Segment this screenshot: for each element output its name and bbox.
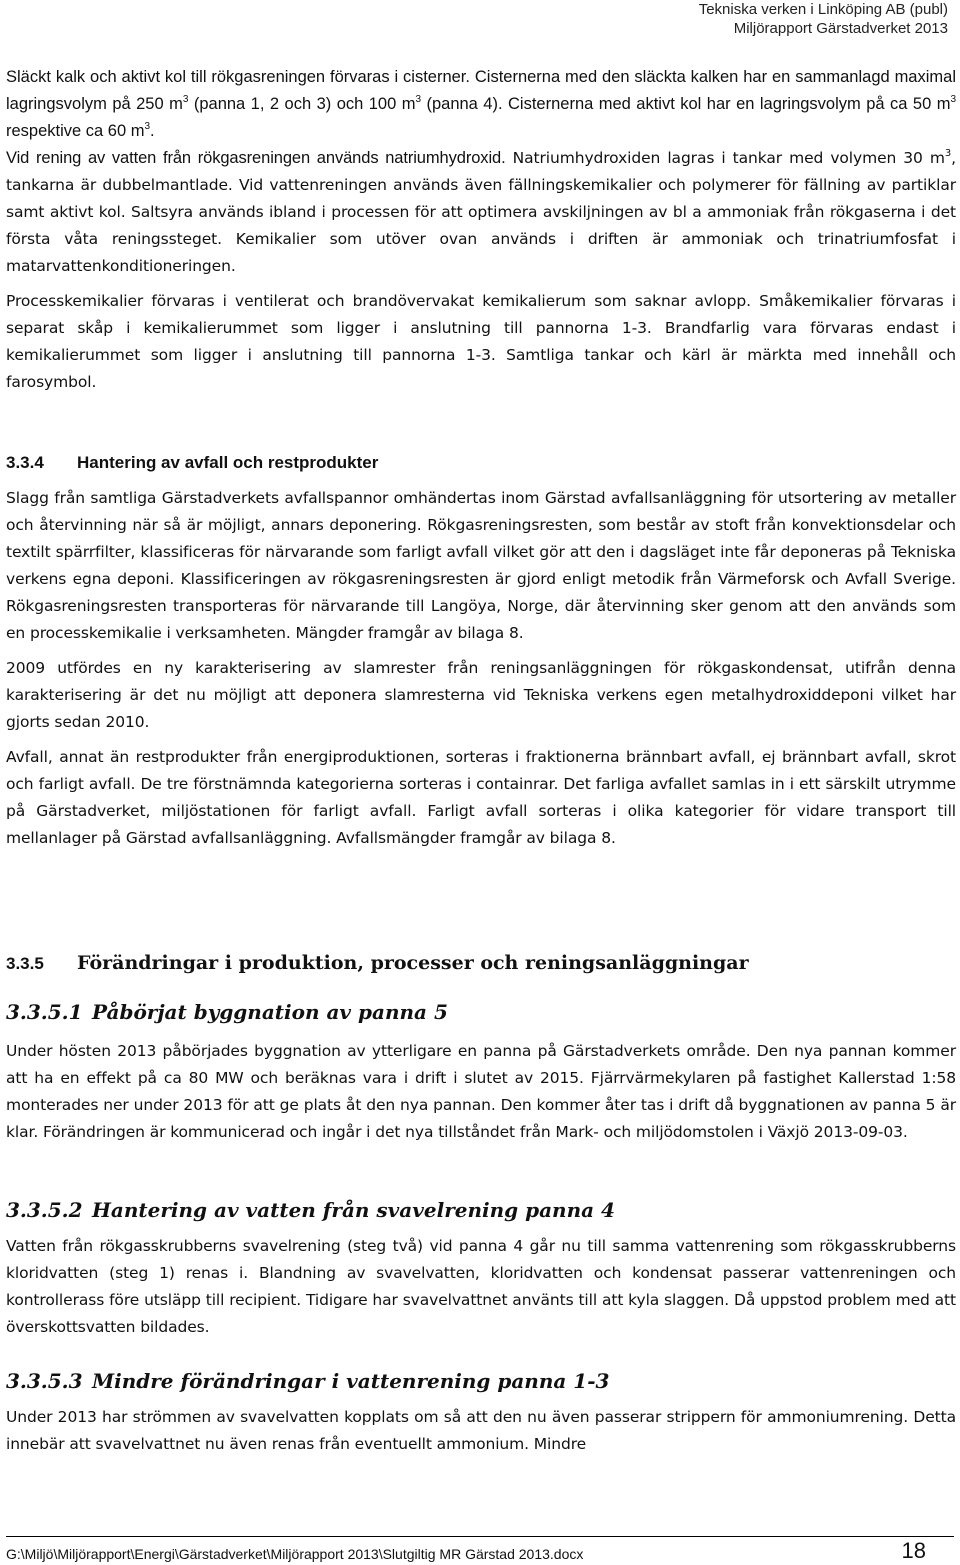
paragraph-panna-5: Under hösten 2013 påbörjades byggnation av ytterligare en panna på Gärstadverkets område. Den nya pannan kommer att ha en effekt på ca 80 MW och beräknas vara i drift i slutet av 2015. Fjärrvärmekylaren på fastighet Kallerstad 1:58 monterades ner under 2013 för att ge plats åt den nya pannan. Den kommer åter tas i drift då byggnationen av panna 5 är klar. Förändringen är kommunicerad och ingår i det nya tillståndet från Mark- och miljödomstolen i Växjö 2013-09-03. [6, 1042, 956, 1141]
section-3-3-4-body [6, 485, 956, 852]
section-3-3-5-2-body [6, 1233, 956, 1341]
section-heading: 3.3.5 Förändringar i produktion, processer och reningsanläggningar [6, 952, 749, 974]
subsection-heading: 3.3.5.3 Mindre förändringar i vattenrening panna 1-3 [6, 1369, 610, 1393]
section-3-3-5-3 [6, 1367, 956, 1395]
section-3-3-5-1 [6, 998, 956, 1026]
section-3-3-5-2 [6, 1196, 956, 1224]
paragraph-sulfur-water: Vatten från rökgasskrubberns svavelrening (steg två) vid panna 4 går nu till samma vattenrening som rökgasskrubberns kloridvatten (steg 1) renas i. Blandning av svavelvatten, kloridvatten och kondensat passerar vattenreningen och kontrollerass före utsläpp till recipient. Tidigare har svavelvattnet använts till att kyla slaggen. Då uppstod problem med att överskottsvatten bildades. [6, 1237, 956, 1336]
footer-divider [6, 1536, 954, 1537]
header-report: Miljörapport Gärstadverket 2013 [733, 20, 948, 37]
paragraph-2009: 2009 utfördes en ny karakterisering av slamrester från reningsanläggningen för rökgaskondensat, utifrån denna karakterisering är det nu möjligt att deponera slamresterna vid Tekniska verkens egen metalhydroxiddeponi vilket har gjorts sedan 2010. [6, 659, 956, 731]
chemicals-section [6, 64, 956, 396]
page-header [699, 0, 948, 38]
section-3-3-4 [6, 451, 956, 475]
paragraph-slag: Slagg från samtliga Gärstadverkets avfallspannor omhändertas inom Gärstad avfallsanläggning för utsortering av metaller och återvinning när så är möjligt, annars deponering. Rökgasreningsresten, som består av stoft från konvektionsdelar och textilt spärrfilter, klassificeras för närvarande som farligt avfall vilket gör att den i dagsläget inte får deponeras på Tekniska verkens egna deponi. Klassificeringen av rökgasreningsresten är gjord enligt metodik från Värmeforsk och Avfall Sverige. Rökgasreningsresten transporteras för närvarande till Langöya, Norge, där återvinning sker genom att den används som en processkemikalie i verksamheten. Mängder framgår av bilaga 8. [6, 489, 956, 642]
subsection-heading: 3.3.5.2 Hantering av vatten från svavelrening panna 4 [6, 1198, 615, 1222]
page-number: 18 [901, 1538, 926, 1563]
paragraph-ammonium: Under 2013 har strömmen av svavelvatten kopplats om så att den nu även passerar strippern för ammoniumrening. Detta innebär att svavelvattnet nu även renas från eventuellt ammonium. Mindre [6, 1408, 956, 1453]
section-3-3-5-3-body [6, 1404, 956, 1458]
section-3-3-5 [6, 950, 956, 977]
subsection-heading: 3.3.5.1 Påbörjat byggnation av panna 5 [6, 1000, 448, 1024]
section-3-3-5-1-body [6, 1038, 956, 1146]
header-company: Tekniska verken i Linköping AB (publ) [698, 1, 948, 18]
section-heading: 3.3.4 Hantering av avfall och restprodukter [6, 453, 379, 472]
paragraph-process-chemicals: Processkemikalier förvaras i ventilerat och brandövervakat kemikalierum som saknar avlopp. Småkemikalier förvaras i separat skåp i kemikalierummet som ligger i anslutning till pannorna 1-3. Brandfarlig vara förvaras endast i kemikalierummet som ligger i anslutning till pannorna 1-3. Samtliga tankar och kärl är märkta med innehåll och farosymbol. [6, 292, 956, 391]
footer-file-path: G:\Miljö\Miljörapport\Energi\Gärstadverket\Miljörapport 2013\Slutgiltig MR Gärstad 2013.docx [6, 1546, 584, 1562]
paragraph-water-treatment: Vid rening av vatten från rökgasreningen används natriumhydroxid. Natriumhydroxiden lagras i tankar med volymen 30 $m^3$, tankarna är dubbelmantlade. Vid vattenreningen används även fällningskemikalier och polymerer för fällning av partiklar samt aktivt kol. Saltsyra används ibland i processen för att optimera avskiljningen av bl a ammoniak från rökgaserna i det första våta reningssteget. Kemikalier som utöver ovan används i driften är ammoniak och trinatriumfosfat i matarvattenkonditioneringen. [6, 147, 956, 275]
paragraph-waste: Avfall, annat än restprodukter från energiproduktionen, sorteras i fraktionerna brännbart avfall, ej brännbart avfall, skrot och farligt avfall. De tre förstnämnda kategorierna sorteras i containrar. Det farliga avfallet samlas in i ett särskilt utrymme på Gärstadverket, miljöstationen för farligt avfall. Farligt avfall sorteras i olika kategorier för vidare transport till mellanlager på Gärstad avfallsanläggning. Avfallsmängder framgår av bilaga 8. [6, 748, 956, 847]
paragraph-chemical-storage: Släckt kalk och aktivt kol till rökgasreningen förvaras i cisterner. Cisternerna med den släckta kalken har en sammanlagd maximal lagringsvolym på 250 $m^3$ (panna 1, 2 och 3) och 100 $m^3$ (panna 4). Cisternerna med aktivt kol har en lagringsvolym på ca 50 $m^3$ respektive ca 60 $m^3$. [6, 68, 956, 140]
